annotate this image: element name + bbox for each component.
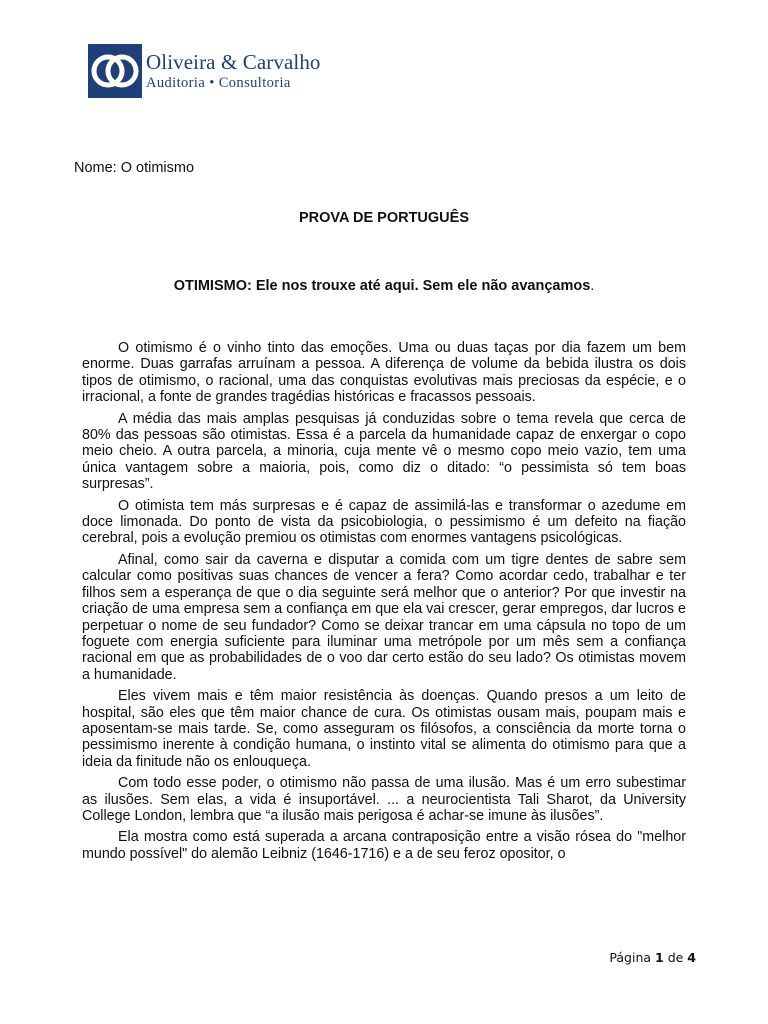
paragraph-2: A média das mais amplas pesquisas já conduzidas sobre o tema revela que cerca de 80% das pessoas são otimistas. Essa é a parcela da humanidade capaz de enxergar o copo meio cheio. A outra parcela, a minoria, cuja mente vê o mesmo copo meio vazio, tem uma única vantagem sobre a maioria, pois, como diz o ditado: “o pessimista só tem boas surpresas”. — [82, 410, 686, 493]
article-subtitle — [0, 278, 768, 294]
name-line: Nome: O otimismo — [74, 160, 195, 176]
logo-tagline: Auditoria • Consultoria — [146, 74, 291, 91]
logo-mark-icon — [88, 44, 142, 98]
exam-title: PROVA DE PORTUGUÊS — [299, 210, 469, 226]
article-subtitle-text: OTIMISMO: Ele nos trouxe até aqui. Sem ele não avançamos — [173, 278, 591, 294]
paragraph-5: Eles vivem mais e têm maior resistência às doenças. Quando presos a um leito de hospital, são eles que têm maior chance de cura. Os otimistas ousam mais, poupam mais e aposentam-se mais tarde. Se, como asseguram os filósofos, a consciência da morte torna o pessimismo inerente à condição humana, o instinto vital se alimenta do otimismo para que a ideia da finitude não os enlouqueça. — [82, 688, 686, 770]
paragraph-4: Afinal, como sair da caverna e disputar a comida com um tigre dentes de sabre sem calcular como positivas suas chances de vencer a fera? Como acordar cedo, trabalhar e ter filhos sem a esperança de que o dia seguinte será melhor que o anterior? Por que investir na criação de uma empresa sem a confiança em que ela vai crescer, gerar empregos, dar lucros e perpetuar o nome de seu fundador? Como se deixar trancar em uma cápsula no topo de um foguete com energia suficiente para iluminar uma metrópole por um mês sem a confiança racional em que as probabilidades de o voo dar certo estão do seu lado? Os otimistas movem a humanidade. — [82, 551, 686, 683]
logo-company-name: Oliveira & Carvalho — [146, 49, 321, 74]
paragraph-7: Ela mostra como está superada a arcana contraposição entre a visão rósea do "melhor mundo possível" do alemão Leibniz (1646-1716) e a de seu feroz opositor, o — [82, 829, 686, 862]
company-logo — [88, 44, 321, 98]
paragraph-1: O otimismo é o vinho tinto das emoções. Uma ou duas taças por dia fazem um bem enorme. Duas garrafas arruínam a pessoa. A diferença de volume da bebida ilustra os dois tipos de otimismo, o racional, uma das conquistas evolutivas mais preciosas da espécie, e o irracional, a fonte de grandes tragédias históricas e fracassos pessoais. — [82, 340, 686, 406]
page-total: 4 — [687, 950, 696, 965]
article-subtitle-period: . — [590, 278, 595, 294]
page-number: 1 — [655, 950, 664, 965]
page-prefix: Página — [609, 950, 656, 965]
paragraph-6: Com todo esse poder, o otimismo não passa de uma ilusão. Mas é um erro subestimar as ilusões. Sem elas, a vida é insuportável. ... a neurocientista Tali Sharot, da University College London, lembra que “a ilusão mais perigosa é achar-se imune às ilusões”. — [82, 775, 686, 824]
page-number-footer — [609, 950, 696, 965]
article-body — [82, 340, 686, 867]
page-of: de — [663, 950, 688, 965]
paragraph-3: O otimista tem más surpresas e é capaz de assimilá-las e transformar o azedume em doce limonada. Do ponto de vista da psicobiologia, o pessimismo é um defeito na fiação cerebral, pois a evolução premiou os otimistas com enormes vantagens psicológicas. — [82, 497, 686, 547]
